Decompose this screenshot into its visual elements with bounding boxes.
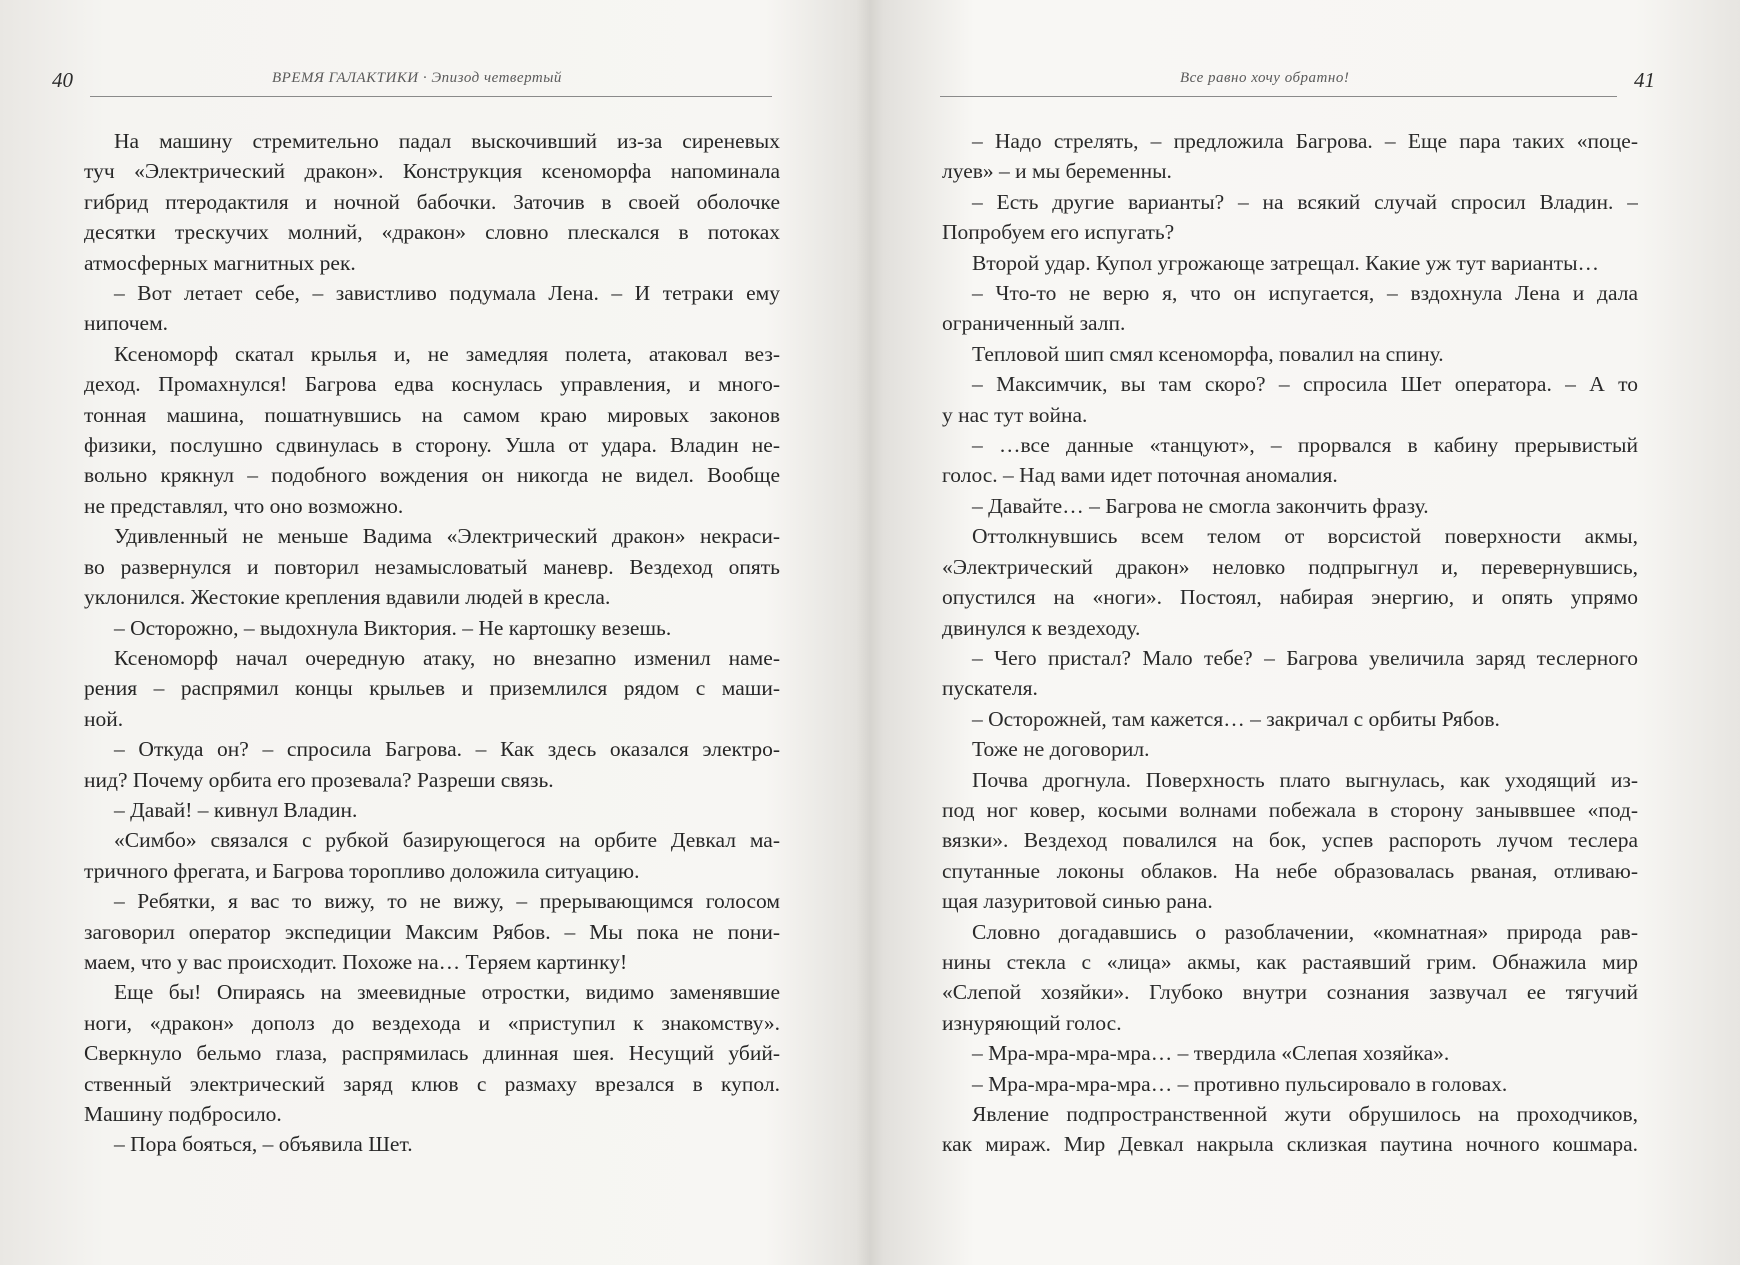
left-page-number: 40 [52,68,73,92]
text-line: спутанные локоны облаков. На небе образовалась рваная, отливаю- [942,858,1638,883]
right-page-body [942,126,1638,1160]
text-line: – Ребятки, я вас то вижу, то не вижу, – прерывающимся голосом [114,889,780,914]
text-line: – Пора бояться, – объявила Шет. [114,1132,413,1157]
text-line: Сверкнуло бельмо глаза, распрямилась длинная шея. Несущий убий- [84,1041,780,1066]
text-line: не представлял, что оно возможно. [84,493,404,518]
text-line: ноги, «дракон» дополз до вездехода и «приступил к знакомству». [84,1010,780,1035]
text-line: – Вот летает себе, – завистливо подумала Лена. – И тетраки ему [114,281,780,306]
right-page [870,0,1740,1265]
text-line: у нас тут война. [942,402,1088,427]
text-line: тричного фрегата, и Багрова торопливо доложила ситуацию. [84,858,640,883]
left-page-body [84,126,780,1160]
text-line: ственный электрический заряд клюв с размаху врезался в купол. [84,1071,780,1096]
text-line: На машину стремительно падал выскочивший из-за сиреневых [114,129,780,153]
text-line: гибрид птеродактиля и ночной бабочки. Заточив в своей оболочке [84,189,780,214]
text-line: как мираж. Мир Девкал накрыла склизкая паутина ночного кошмара. [942,1132,1638,1157]
text-line: Тоже не договорил. [972,737,1150,762]
text-line: – Чего пристал? Мало тебе? – Багрова увеличила заряд теслерного [972,645,1638,670]
text-line: тонная машина, пошатнувшись на самом краю мировых законов [84,402,780,427]
text-line: «Слепой хозяйки». Глубоко внутри сознания зазвучал ее тягучий [942,980,1638,1005]
text-line: рения – распрямил концы крыльев и приземлился рядом с маши- [84,676,780,701]
text-line: ной. [84,706,124,731]
text-line: Ксеноморф скатал крылья и, не замедляя полета, атаковал вез- [114,341,780,366]
text-line: – Максимчик, вы там скоро? – спросила Шет оператора. – А то [972,372,1638,397]
text-line: – Осторожно, – выдохнула Виктория. – Не картошку везешь. [114,615,672,640]
text-line: – Откуда он? – спросила Багрова. – Как здесь оказался электро- [114,737,780,762]
text-line: луев» – и мы беременны. [942,159,1172,184]
left-running-head: ВРЕМЯ ГАЛАКТИКИ · Эпизод четвертый [272,70,562,86]
text-line: деход. Промахнулся! Багрова едва коснулась управления, и много- [84,372,780,397]
text-line: Еще бы! Опираясь на змеевидные отростки, видимо заменявшие [114,980,780,1005]
text-line: физики, послушно сдвинулась в сторону. Ушла от удара. Владин не- [84,433,780,458]
text-line: ограниченный залп. [942,311,1126,336]
text-line: Ксеноморф начал очередную атаку, но внезапно изменил наме- [114,645,780,670]
text-line: туч «Электрический дракон». Конструкция ксеноморфа напоминала [84,159,780,184]
text-line: «Симбо» связался с рубкой базирующегося на орбите Девкал ма- [114,828,780,853]
text-line: Почва дрогнула. Поверхность плато выгнулась, как уходящий из- [972,767,1638,792]
text-line: во развернулся и повторил незамысловатый маневр. Вездеход опять [84,554,780,579]
text-line: нид? Почему орбита его прозевала? Разреши связь. [84,767,554,792]
text-line: под ног ковер, косыми волнами побежала в сторону заныввшее «под- [942,797,1638,822]
text-line: Удивленный не меньше Вадима «Электрический дракон» некраси- [114,524,780,549]
text-line: десятки трескучих молний, «дракон» словно плескался в потоках [84,220,780,245]
text-line: пускателя. [942,676,1038,701]
right-page-header [940,66,1655,96]
text-line: Словно догадавшись о разоблачении, «комнатная» природа рав- [972,919,1638,944]
text-line: Оттолкнувшись всем телом от ворсистой поверхности акмы, [972,524,1638,549]
text-line: Попробуем его испугать? [942,220,1175,245]
text-line: щая лазуритовой синью рана. [942,889,1213,914]
text-line: атмосферных магнитных рек. [84,250,356,275]
left-header-rule [90,96,772,97]
text-line: изнуряющий голос. [942,1010,1122,1035]
right-running-head: Все равно хочу обратно! [1180,70,1350,86]
text-line: опустился на «ноги». Постоял, набирая энергию, и опять упрямо [942,585,1638,610]
text-line: «Электрический дракон» неловко подпрыгнул и, перевернувшись, [942,554,1638,579]
text-line: – Надо стрелять, – предложила Багрова. – Еще пара таких «поце- [972,129,1638,153]
text-line: – Что-то не верю я, что он испугается, – вздохнула Лена и дала [972,281,1638,306]
text-line: маем, что у вас происходит. Похоже на… Теряем картинку! [84,949,628,974]
text-line: – Осторожней, там кажется… – закричал с орбиты Рябов. [972,706,1500,731]
text-line: Тепловой шип смял ксеноморфа, повалил на спину. [972,341,1444,366]
text-line: заговорил оператор экспедиции Максим Рябов. – Мы пока не пони- [84,919,780,944]
text-line: – Мра-мра-мра-мра… – твердила «Слепая хозяйка». [972,1041,1450,1066]
text-line: – Есть другие варианты? – на всякий случай спросил Владин. – [972,189,1638,214]
text-line: нипочем. [84,311,169,336]
left-page-header [52,66,772,96]
text-line: – Давай! – кивнул Владин. [114,797,358,822]
text-line: двинулся к вездеходу. [942,615,1141,640]
text-line: Второй удар. Купол угрожающе затрещал. Какие уж тут варианты… [972,250,1600,275]
text-line: Явление подпространственной жути обрушилось на проходчиков, [972,1102,1638,1126]
right-header-rule [940,96,1617,97]
text-line: Машину подбросило. [84,1102,282,1126]
text-line: – Давайте… – Багрова не смогла закончить фразу. [972,493,1429,518]
right-page-number: 41 [1634,68,1655,92]
text-line: – Мра-мра-мра-мра… – противно пульсировало в головах. [972,1071,1508,1096]
text-line: нины стекла с «лица» акмы, как растаявший грим. Обнажила мир [942,949,1638,974]
text-line: уклонился. Жестокие крепления вдавили людей в кресла. [84,585,611,610]
text-line: вольно крякнул – подобного вождения он никогда не видел. Вообще [84,463,780,488]
text-line: вязки». Вездеход повалился на бок, успев распороть лучом теслера [942,828,1638,853]
text-line: – …все данные «танцуют», – прорвался в кабину прерывистый [972,433,1638,458]
text-line: голос. – Над вами идет поточная аномалия. [942,463,1338,488]
